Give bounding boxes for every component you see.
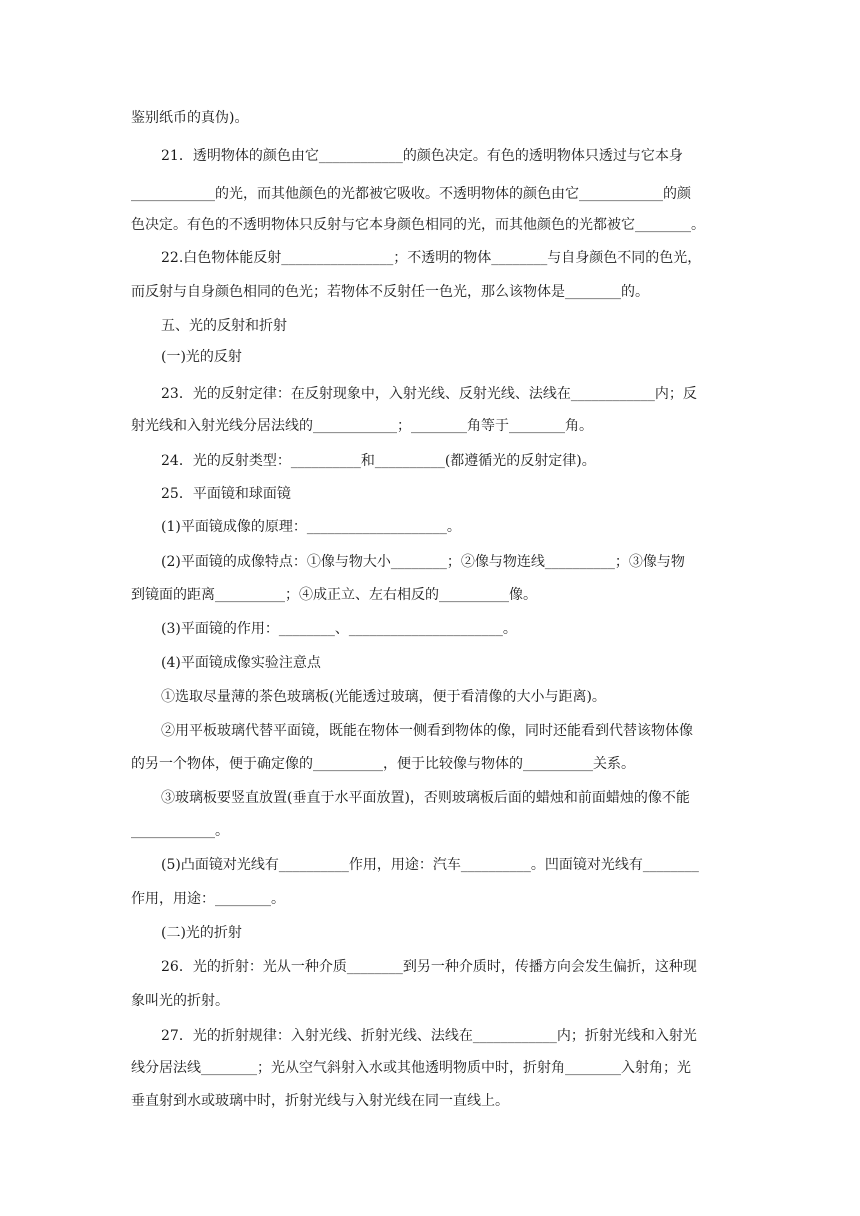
text-line: (5)凸面镜对光线有__________作用，用途：汽车__________。凹面镜对光线有________ — [161, 857, 699, 873]
text-line: ____________。 — [131, 823, 229, 839]
text-line: 色决定。有色的不透明物体只反射与它本身颜色相同的光，而其他颜色的光都被它________。 — [131, 217, 705, 233]
text-line: 22.白色物体能反射________________；不透明的物体________与自身颜色不同的色光， — [161, 250, 702, 266]
text-line: ②用平板玻璃代替平面镜，既能在物体一侧看到物体的像，同时还能看到代替该物体像 — [161, 723, 693, 739]
text-line: 垂直射到水或玻璃中时，折射光线与入射光线在同一直线上。 — [131, 1093, 509, 1109]
text-line: 21．透明物体的颜色由它____________的颜色决定。有色的透明物体只透过与它本身 — [161, 148, 683, 164]
text-line: 作用，用途：________。 — [131, 891, 285, 907]
text-line: (3)平面镜的作用：________、______________________。 — [161, 621, 517, 637]
text-line: 鉴别纸币的真伪)。 — [131, 110, 249, 126]
text-line: (1)平面镜成像的原理：____________________。 — [161, 519, 461, 535]
subsection-heading: (一)光的反射 — [161, 349, 242, 365]
text-line: 射光线和入射光线分居法线的____________；________角等于________角。 — [131, 418, 593, 434]
text-line: ③玻璃板要竖直放置(垂直于水平面放置)，否则玻璃板后面的蜡烛和前面蜡烛的像不能 — [161, 790, 690, 806]
text-line: 到镜面的距离__________；④成正立、左右相反的__________像。 — [131, 587, 537, 603]
text-line: 24．光的反射类型：__________和__________(都遵循光的反射定律)。 — [161, 453, 596, 469]
subsection-heading: (二)光的折射 — [161, 925, 242, 941]
text-line: 象叫光的折射。 — [131, 993, 229, 1009]
text-line: ①选取尽量薄的茶色玻璃板(光能透过玻璃，便于看清像的大小与距离)。 — [161, 689, 606, 705]
text-line: 而反射与自身颜色相同的色光；若物体不反射任一色光，那么该物体是________的。 — [131, 284, 649, 300]
text-line: (2)平面镜的成像特点：①像与物大小________；②像与物连线__________；③像与物 — [161, 554, 685, 570]
text-line: ____________的光，而其他颜色的光都被它吸收。不透明物体的颜色由它____________的颜 — [131, 186, 691, 202]
text-line: 23．光的反射定律：在反射现象中，入射光线、反射光线、法线在____________内；反 — [161, 386, 697, 402]
text-line: 的另一个物体，便于确定像的__________，便于比较像与物体的__________关系。 — [131, 756, 635, 772]
text-line: 26．光的折射：光从一种介质________到另一种介质时，传播方向会发生偏折，这种现 — [161, 959, 697, 975]
text-line: 线分居法线________；光从空气斜射入水或其他透明物质中时，折射角________入射角；光 — [131, 1060, 691, 1076]
section-heading: 五、光的反射和折射 — [161, 318, 287, 334]
text-line: (4)平面镜成像实验注意点 — [161, 655, 321, 671]
text-line: 25．平面镜和球面镜 — [161, 486, 291, 502]
text-line: 27．光的折射规律：入射光线、折射光线、法线在____________内；折射光线和入射光 — [161, 1028, 697, 1044]
